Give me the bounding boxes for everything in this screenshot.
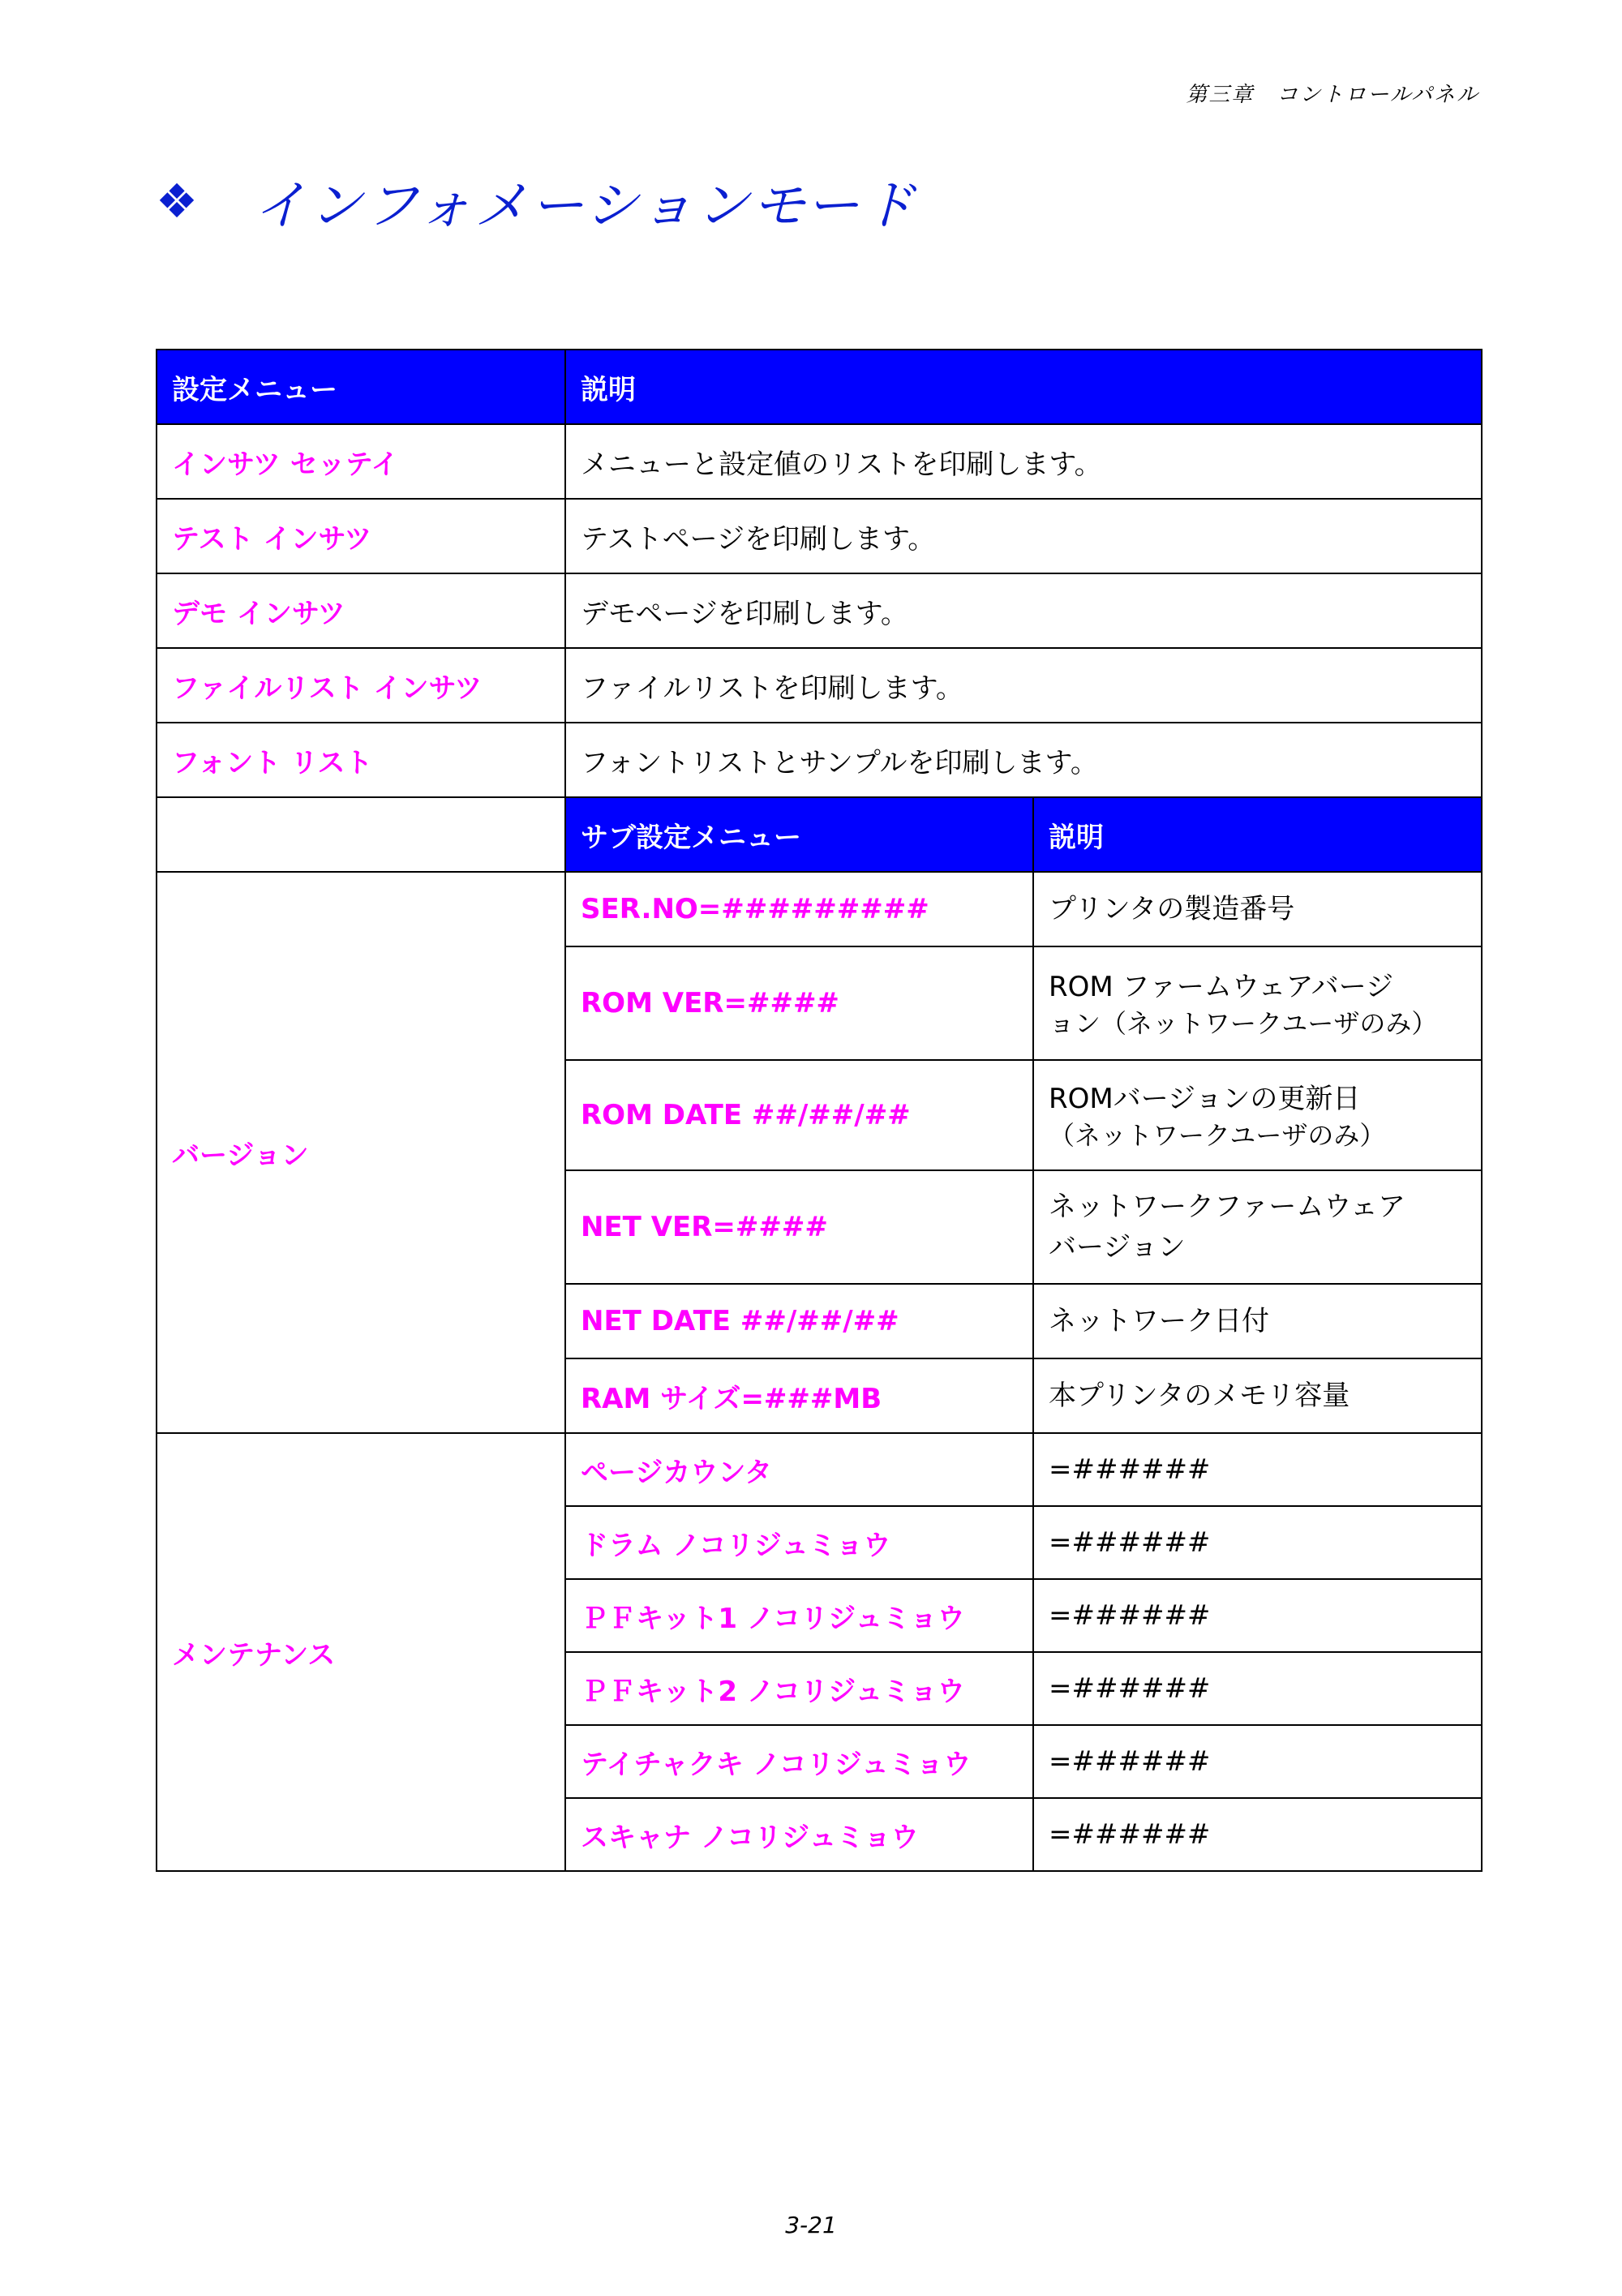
section-heading — [156, 162, 917, 239]
menu-description: デモページを印刷します。 — [565, 573, 1482, 648]
menu-item: ファイルリスト インサツ — [157, 648, 565, 723]
table-row — [157, 424, 1482, 499]
sub-description: =###### — [1033, 1506, 1482, 1579]
sub-header-row — [157, 797, 1482, 872]
sub-description: ネットワーク日付 — [1033, 1284, 1482, 1358]
sub-description: =###### — [1033, 1579, 1482, 1652]
table-row — [157, 723, 1482, 797]
sub-menu-item: テイチャクキ ノコリジュミョウ — [565, 1725, 1033, 1798]
menu-item: フォント リスト — [157, 723, 565, 797]
sub-description-line-2: バージョン — [1049, 1231, 1186, 1264]
sub-description: =###### — [1033, 1725, 1482, 1798]
header-sub-description: 説明 — [1033, 797, 1482, 872]
sub-menu-item: NET DATE ##/##/## — [565, 1284, 1033, 1358]
header-sub-setting-menu: サブ設定メニュー — [565, 797, 1033, 872]
sub-description-note: （ネットワークユーザのみ） — [1049, 1120, 1386, 1151]
sub-menu-item: NET VER=#### — [565, 1170, 1033, 1284]
sub-menu-item: ページカウンタ — [565, 1433, 1033, 1506]
sub-menu-item: ＰＦキット2 ノコリジュミョウ — [565, 1652, 1033, 1725]
section-title: インフォメーションモード — [253, 174, 918, 237]
menu-description: メニューと設定値のリストを印刷します。 — [565, 424, 1482, 499]
sub-description-line: ROM ファームウェアバージ — [1049, 971, 1394, 1003]
table-row — [157, 573, 1482, 648]
sub-menu-item: SER.NO=######### — [565, 872, 1033, 946]
sub-menu-item: ROM VER=#### — [565, 946, 1033, 1060]
sub-description: =###### — [1033, 1652, 1482, 1725]
sub-menu-item: ＰＦキット1 ノコリジュミョウ — [565, 1579, 1033, 1652]
chapter-header: 第三章 コントロールパネル — [1186, 83, 1479, 107]
menu-item-version: バージョン — [157, 872, 565, 1433]
sub-description: =###### — [1033, 1798, 1482, 1871]
sub-menu-item: スキャナ ノコリジュミョウ — [565, 1798, 1033, 1871]
sub-description-line: ネットワークファームウェア — [1049, 1191, 1405, 1223]
sub-description-note: ョン（ネットワークユーザのみ） — [1049, 1008, 1438, 1039]
sub-description — [1033, 946, 1482, 1060]
menu-description: フォントリストとサンプルを印刷します。 — [565, 723, 1482, 797]
empty-cell — [157, 797, 565, 872]
table-row — [157, 1433, 1482, 1506]
sub-description — [1033, 1060, 1482, 1170]
menu-item: インサツ セッテイ — [157, 424, 565, 499]
menu-description: ファイルリストを印刷します。 — [565, 648, 1482, 723]
information-mode-table — [156, 349, 1483, 1872]
diamond-bullet-icon: ❖ — [156, 173, 198, 229]
menu-item: デモ インサツ — [157, 573, 565, 648]
menu-description: テストページを印刷します。 — [565, 499, 1482, 573]
table-header-row — [157, 350, 1482, 424]
header-setting-menu: 設定メニュー — [157, 350, 565, 424]
sub-menu-item: ROM DATE ##/##/## — [565, 1060, 1033, 1170]
sub-description: =###### — [1033, 1433, 1482, 1506]
table-row — [157, 648, 1482, 723]
sub-description — [1033, 1170, 1482, 1284]
menu-item-maintenance: メンテナンス — [157, 1433, 565, 1871]
page-number: 3-21 — [785, 2212, 837, 2238]
table-row — [157, 499, 1482, 573]
menu-item: テスト インサツ — [157, 499, 565, 573]
sub-menu-item: RAM サイズ=###MB — [565, 1358, 1033, 1433]
header-description: 説明 — [565, 350, 1482, 424]
table-row — [157, 872, 1482, 946]
sub-menu-item: ドラム ノコリジュミョウ — [565, 1506, 1033, 1579]
sub-description-line: ROMバージョンの更新日 — [1049, 1083, 1361, 1115]
sub-description: プリンタの製造番号 — [1033, 872, 1482, 946]
sub-description: 本プリンタのメモリ容量 — [1033, 1358, 1482, 1433]
